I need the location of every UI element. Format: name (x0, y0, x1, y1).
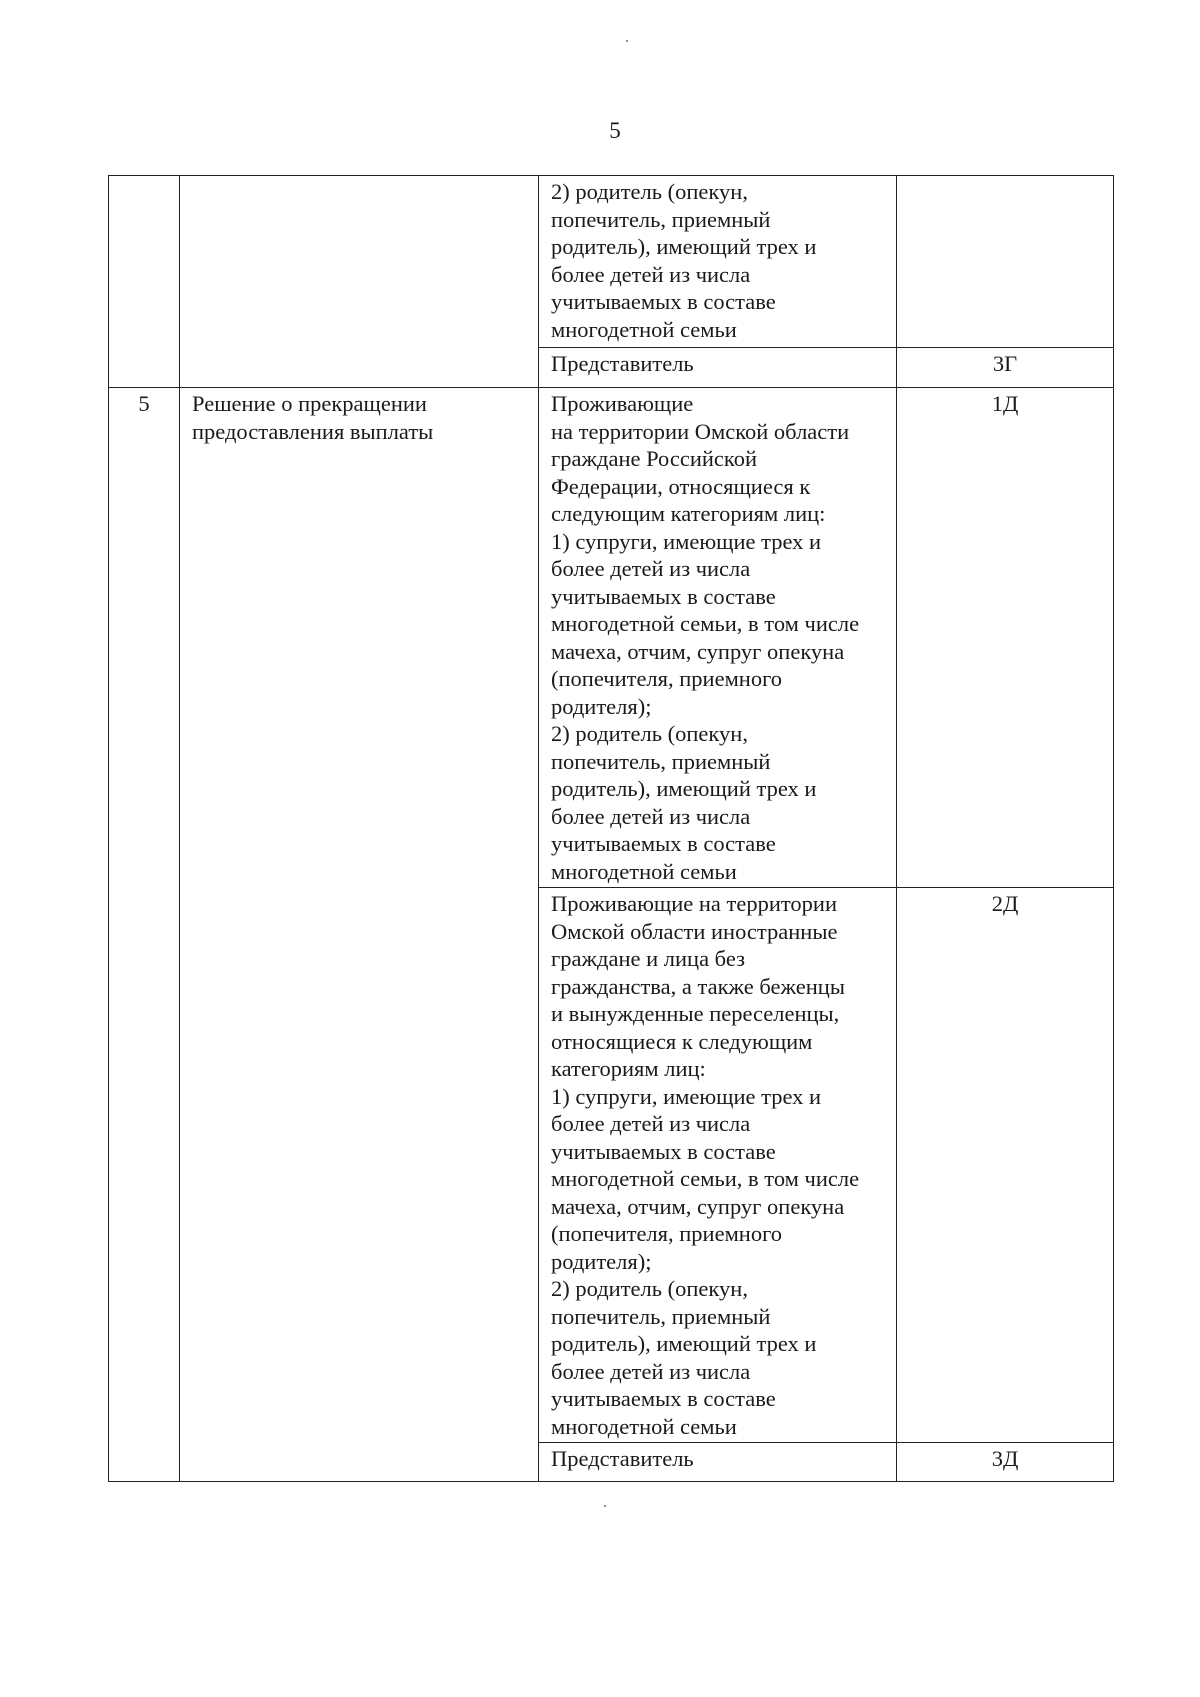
code-cell: 3Д (897, 1443, 1114, 1482)
category-cell: 2) родитель (опекун, попечитель, приемный родитель), имеющий трех и более детей из числа учитываемых в составе многодетной семьи (539, 176, 897, 348)
scan-speck (604, 1505, 606, 1507)
table-row (109, 176, 1114, 348)
scan-speck (626, 40, 628, 42)
decision-cell (180, 176, 539, 388)
code-cell: 1Д (897, 388, 1114, 888)
row-number-cell: 5 (109, 388, 180, 1482)
page-number: 5 (609, 118, 621, 143)
decision-cell: Решение о прекращении предоставления выплаты (180, 388, 539, 1482)
row-number-cell (109, 176, 180, 388)
category-cell: Представитель (539, 1443, 897, 1482)
category-cell: Проживающие на территории Омской области иностранные граждане и лица без гражданства, а также беженцы и вынужденные переселенцы, относящиеся к следующим категориям лиц: 1) супруги, имеющие трех и более детей из числа учитываемых в составе многодетной семьи, в том числе мачеха, отчим, супруг опекуна (попечителя, приемного родителя); 2) родитель (опекун, попечитель, приемный родитель), имеющий трех и более детей из числа учитываемых в составе многодетной семьи (539, 888, 897, 1443)
code-cell: 2Д (897, 888, 1114, 1443)
category-cell: Проживающие на территории Омской области граждане Российской Федерации, относящиеся к следующим категориям лиц: 1) супруги, имеющие трех и более детей из числа учитываемых в составе многодетной семьи, в том числе мачеха, отчим, супруг опекуна (попечителя, приемного родителя); 2) родитель (опекун, попечитель, приемный родитель), имеющий трех и более детей из числа учитываемых в составе многодетной семьи (539, 388, 897, 888)
services-table (108, 175, 1114, 1482)
code-cell (897, 176, 1114, 348)
code-cell: 3Г (897, 348, 1114, 388)
category-cell: Представитель (539, 348, 897, 388)
table-row (109, 388, 1114, 888)
